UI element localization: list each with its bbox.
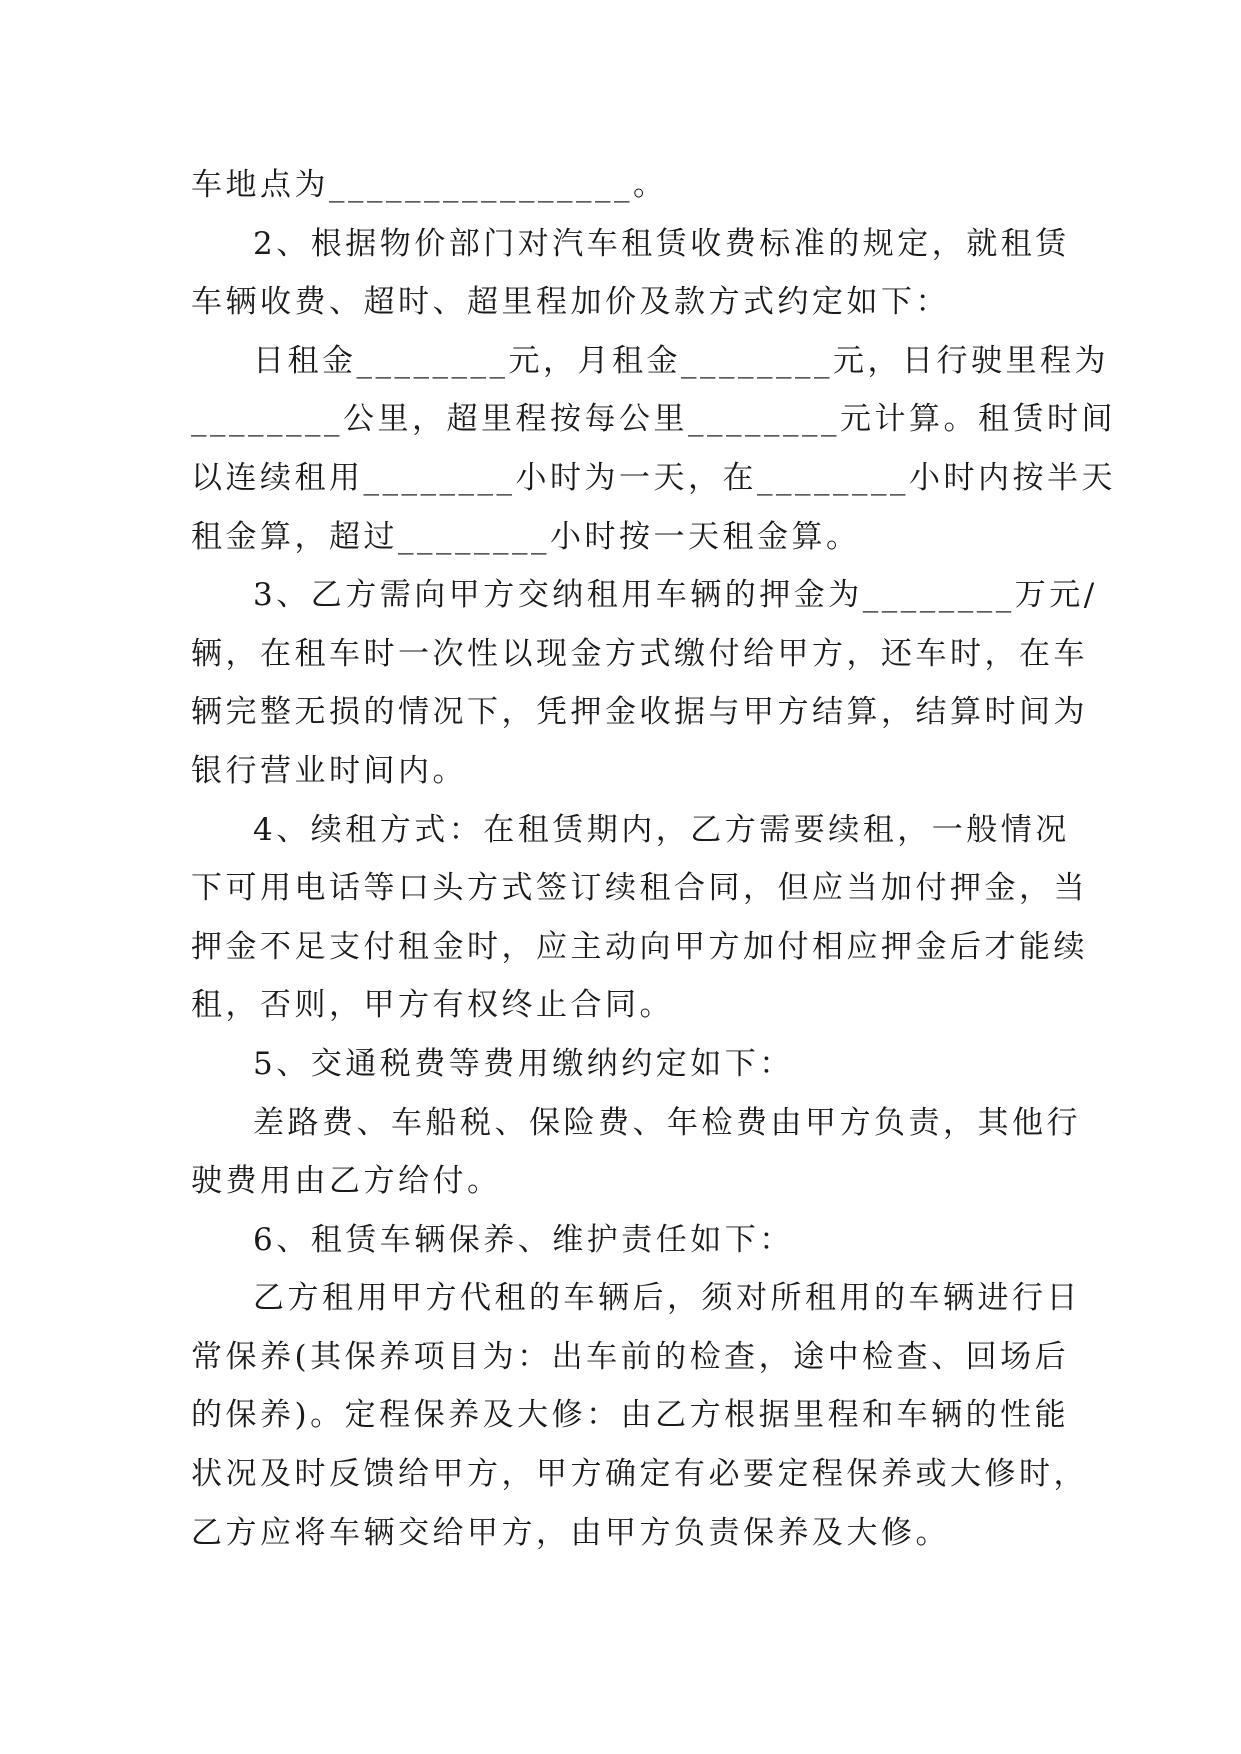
text-line: 押金不足支付租金时，应主动向甲方加付相应押金后才能续 bbox=[191, 928, 1088, 965]
text-line: 乙方租用甲方代租的车辆后，须对所租用的车辆进行日 bbox=[253, 1280, 1081, 1317]
text-line: ________公里，超里程按每公里________元计算。租赁时间 bbox=[191, 401, 1116, 438]
text-line: 车辆收费、超时、超里程加价及款方式约定如下： bbox=[191, 284, 950, 321]
text-line: 租金算，超过________小时按一天租金算。 bbox=[191, 518, 861, 555]
text-line: 辆完整无损的情况下，凭押金收据与甲方结算，结算时间为 bbox=[191, 694, 1088, 731]
text-line: 状况及时反馈给甲方，甲方确定有必要定程保养或大修时， bbox=[191, 1456, 1088, 1493]
text-line: 5、交通税费等费用缴纳约定如下： bbox=[253, 1045, 794, 1082]
contract-text-body bbox=[191, 156, 1116, 1562]
text-line: 差路费、车船税、保险费、年检费由甲方负责，其他行 bbox=[253, 1104, 1081, 1141]
text-line: 3、乙方需向甲方交纳租用车辆的押金为________万元/ bbox=[253, 577, 1098, 614]
text-line: 银行营业时间内。 bbox=[191, 752, 467, 789]
text-line: 4、续租方式：在租赁期内，乙方需要续租，一般情况 bbox=[253, 811, 1070, 848]
text-line: 驶费用由乙方给付。 bbox=[191, 1163, 502, 1200]
text-line: 辆，在租车时一次性以现金方式缴付给甲方，还车时，在车 bbox=[191, 635, 1088, 672]
text-line: 下可用电话等口头方式签订续租合同，但应当加付押金，当 bbox=[191, 870, 1088, 907]
text-line: 2、根据物价部门对汽车租赁收费标准的规定，就租赁 bbox=[253, 225, 1070, 262]
text-line: 日租金________元，月租金________元，日行驶里程为 bbox=[253, 342, 1109, 379]
text-line: 6、租赁车辆保养、维护责任如下： bbox=[253, 1221, 794, 1258]
text-line: 以连续租用________小时为一天，在________小时内按半天 bbox=[191, 459, 1116, 496]
text-line: 乙方应将车辆交给甲方，由甲方负责保养及大修。 bbox=[191, 1514, 950, 1551]
text-line: 车地点为________________。 bbox=[191, 167, 668, 203]
text-line: 租，否则，甲方有权终止合同。 bbox=[191, 987, 674, 1024]
text-line: 的保养)。定程保养及大修：由乙方根据里程和车辆的性能 bbox=[191, 1397, 1070, 1434]
text-line: 常保养(其保养项目为：出车前的检查，途中检查、回场后 bbox=[191, 1338, 1070, 1375]
